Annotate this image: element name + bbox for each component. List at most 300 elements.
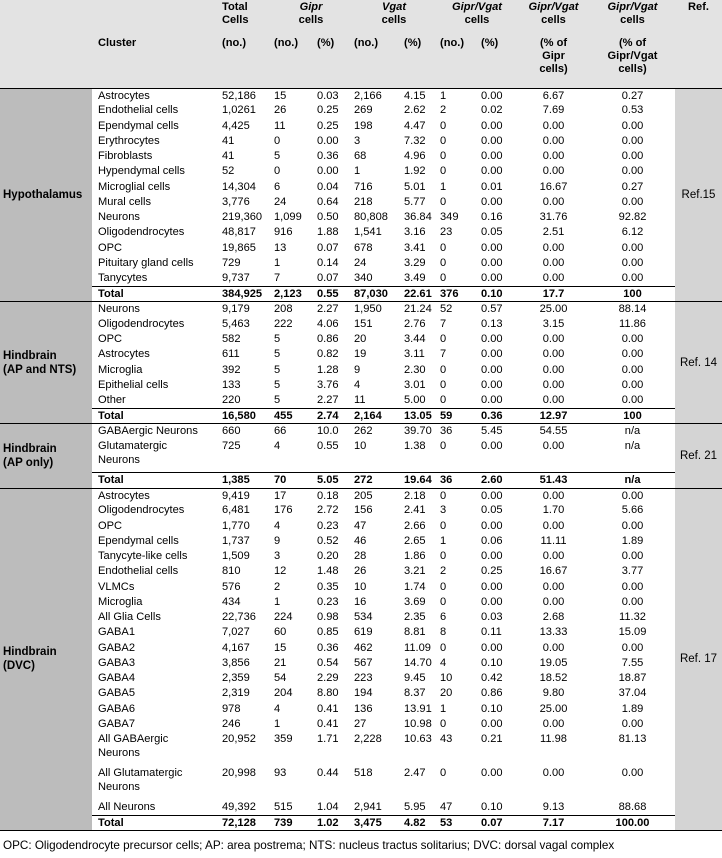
cluster-name: Tanycyte-like cells [98, 550, 188, 562]
table-cell: 0.00 [621, 272, 644, 284]
table-cell: 5.05 [314, 473, 351, 488]
table-cell: 151 [354, 317, 373, 330]
table-row [0, 686, 722, 701]
table-cell: 0.23 [317, 595, 339, 608]
table-cell: 2.62 [404, 104, 426, 117]
cluster-name: GABAergic Neurons [98, 425, 198, 437]
table-cell: 0.07 [478, 815, 517, 830]
cluster-name: Endothelial cells [98, 565, 179, 578]
table-cell: 0.42 [481, 672, 503, 684]
table-cell: 12.97 [517, 408, 590, 423]
table-row [0, 641, 722, 656]
table-cell: 0.00 [621, 641, 644, 654]
cluster-name: GABA2 [98, 641, 135, 654]
table-cell: 3.69 [404, 595, 426, 608]
table-cell: 11.98 [540, 733, 567, 745]
table-cell: 19.05 [539, 656, 568, 669]
table-row [0, 119, 722, 134]
table-row [0, 88, 722, 103]
table-cell: 0.00 [481, 641, 503, 654]
table-cell: 0.00 [621, 519, 644, 532]
table-cell: 0 [440, 489, 447, 502]
table-cell: 0.00 [621, 717, 644, 730]
table-row [0, 766, 722, 800]
cluster-name: Astrocytes [98, 89, 150, 102]
table-cell: 220 [222, 394, 241, 406]
table-cell: 2,319 [222, 687, 250, 700]
table-cell: 0.00 [542, 150, 565, 162]
table-cell: 7.69 [542, 104, 565, 117]
table-cell: 22,736 [222, 611, 256, 623]
table-cell: 2.72 [317, 504, 339, 517]
table-cell: 70 [271, 473, 314, 488]
header-pct-of-gv: (% of Gipr/Vgat cells) [590, 36, 675, 88]
table-row [0, 717, 722, 732]
table-cell: 194 [354, 687, 373, 700]
table-cell: 31.76 [539, 211, 568, 223]
table-cell: 0.00 [481, 519, 503, 532]
table-row [0, 580, 722, 595]
table-cell: 88.14 [618, 303, 647, 315]
total-label: Total [92, 286, 219, 301]
table-row [0, 625, 722, 640]
header-gipr-cells: Gipr cells [271, 0, 351, 36]
table-cell: 9 [354, 363, 361, 376]
table-cell: 0 [440, 550, 447, 562]
table-row [0, 225, 722, 240]
table-cell: 0.03 [317, 89, 339, 102]
table-cell: 0.00 [317, 165, 339, 178]
table-cell: 223 [354, 672, 373, 684]
table-cell: 14.70 [404, 656, 432, 669]
table-cell: 11.11 [540, 534, 567, 547]
table-cell: 3.49 [404, 272, 426, 284]
table-cell: 47 [440, 801, 453, 813]
table-cell: 2.74 [314, 408, 351, 423]
cluster-name: Astrocytes [98, 348, 150, 361]
table-cell: 53 [437, 815, 478, 830]
cluster-name: Microglia [98, 363, 143, 376]
table-cell: 87,030 [351, 286, 401, 301]
table-cell: 5.77 [404, 195, 426, 208]
table-cell: 224 [274, 611, 293, 623]
table-cell: 9,179 [222, 303, 250, 315]
table-cell: 1 [440, 89, 447, 102]
table-cell: 1.02 [314, 815, 351, 830]
table-cell: 0.00 [481, 767, 503, 779]
table-cell: 5 [274, 150, 281, 162]
table-cell: 0 [440, 519, 447, 532]
table-cell: 7 [274, 272, 281, 284]
table-cell: 272 [351, 473, 401, 488]
table-cell: 80,808 [354, 211, 388, 223]
table-cell: 0.00 [542, 378, 565, 391]
table-row [0, 656, 722, 671]
cluster-name: OPC [98, 333, 123, 345]
table-row [0, 519, 722, 534]
table-row [0, 424, 722, 439]
table-cell: 11 [354, 394, 366, 406]
table-cell: 1.89 [621, 534, 644, 547]
table-row [0, 378, 722, 393]
table-cell: 0.00 [481, 394, 503, 406]
table-cell: 2.18 [404, 489, 426, 502]
table-cell: 434 [222, 595, 241, 608]
table-cell: 0.00 [542, 394, 565, 406]
table-cell: 46 [354, 534, 367, 547]
table-cell: n/a [590, 473, 675, 488]
table-cell: 15 [274, 89, 287, 102]
table-cell: 3.16 [404, 226, 426, 239]
cluster-name: All Neurons [98, 801, 156, 813]
table-cell: 2.30 [404, 363, 426, 376]
table-cell: 0.10 [481, 702, 503, 715]
table-cell: 24 [354, 256, 367, 269]
header-ref-empty [675, 36, 722, 88]
cluster-name: All GABAergic Neurons [98, 733, 169, 759]
table-cell: 1.04 [317, 801, 339, 813]
table-cell: 0.00 [621, 256, 644, 269]
table-cell: 5 [274, 378, 281, 391]
table-cell: 6 [274, 180, 281, 193]
table-cell: 455 [271, 408, 314, 423]
footnote: OPC: Oligodendrocyte precursor cells; AP: area postrema; NTS: nucleus tractus solitarius; DVC: dorsal vagal complex [3, 839, 615, 852]
table-cell: 21.24 [404, 303, 432, 315]
table-row [0, 180, 722, 195]
table-cell: 43 [440, 733, 453, 745]
table-cell: 100.00 [590, 815, 675, 830]
table-cell: 4 [274, 439, 281, 452]
table-cell: 0.55 [314, 286, 351, 301]
table-cell: 1.28 [317, 363, 339, 376]
table-cell: 9.45 [404, 672, 426, 684]
table-cell: 3 [440, 504, 447, 517]
header-pct-of-gipr: (% of Gipr cells) [517, 36, 590, 88]
table-cell: 2 [440, 104, 447, 117]
table-cell: 100 [590, 286, 675, 301]
table-cell: 4 [354, 378, 361, 391]
table-cell: 28 [354, 550, 367, 562]
table-cell: 5 [274, 394, 281, 406]
table-cell: 462 [354, 641, 373, 654]
table-row [0, 534, 722, 549]
table-cell: 37.04 [618, 687, 647, 700]
table-cell: 3.29 [404, 256, 426, 269]
table-cell: 515 [274, 801, 293, 813]
cluster-name: All Glia Cells [98, 611, 161, 623]
table-cell: 678 [354, 241, 373, 254]
table-cell: 1,541 [354, 226, 382, 239]
table-cell: 204 [274, 687, 293, 700]
cluster-name: GABA6 [98, 702, 135, 715]
table-cell: 47 [354, 519, 367, 532]
table-cell: 1.48 [317, 565, 339, 578]
table-cell: 0.18 [317, 489, 339, 502]
table-cell: 21 [274, 656, 287, 669]
table-cell: 0.44 [317, 767, 339, 779]
table-cell: 1.38 [404, 439, 426, 452]
table-cell: 7,027 [222, 626, 250, 639]
table-cell: 0.00 [621, 595, 644, 608]
table-cell: 54.55 [539, 425, 568, 437]
table-cell: 0.13 [481, 317, 503, 330]
table-cell: 2,359 [222, 672, 250, 684]
cluster-name: OPC [98, 519, 123, 532]
table-cell: 0 [274, 165, 281, 178]
table-cell: 133 [222, 378, 241, 391]
table-cell: 2.35 [404, 611, 426, 623]
table-row [0, 393, 722, 408]
table-cell: 0.04 [317, 180, 339, 193]
cluster-name: Epithelial cells [98, 378, 169, 391]
table-cell: 26 [354, 565, 367, 578]
table-cell: 41 [222, 150, 235, 162]
table-cell: 0.98 [317, 611, 339, 623]
table-cell: 0.00 [481, 165, 503, 178]
table-cell: 4.06 [317, 317, 339, 330]
table-row [0, 610, 722, 625]
table-cell: 6,481 [222, 504, 250, 517]
table-cell: 5.45 [481, 425, 503, 437]
table-cell: 0 [440, 272, 447, 284]
table-cell: 1.92 [404, 165, 426, 178]
cluster-name: Mural cells [98, 195, 152, 208]
table-cell: 810 [222, 565, 241, 578]
header-empty [0, 0, 92, 36]
table-cell: 262 [354, 425, 373, 437]
reference-cell: Ref. 14 [675, 302, 722, 424]
table-cell: 24 [274, 195, 287, 208]
table-cell: 0.00 [621, 580, 644, 593]
table-cell: 3,776 [222, 195, 250, 208]
table-cell: 0.00 [621, 348, 644, 361]
table-cell: 7.55 [621, 656, 644, 669]
table-cell: 0.00 [481, 272, 503, 284]
table-row [0, 347, 722, 362]
table-body [0, 88, 722, 831]
table-cell: 8.81 [404, 626, 426, 639]
table-cell: 0.00 [542, 333, 565, 345]
total-label: Total [92, 815, 219, 830]
table-cell: 0.41 [317, 717, 339, 730]
table-row [0, 210, 722, 225]
table-row [0, 363, 722, 378]
table-cell: 619 [354, 626, 373, 639]
table-row [0, 332, 722, 347]
table-cell: 1 [274, 595, 281, 608]
table-cell: 3.76 [317, 378, 339, 391]
table-cell: 0.00 [481, 119, 503, 132]
table-cell: 567 [354, 656, 373, 669]
table-cell: 22.61 [401, 286, 437, 301]
table-cell: 0 [440, 119, 447, 132]
header-pct-gipr-vgat-cells: Gipr/Vgat cells [590, 0, 675, 36]
table-cell: 0.00 [621, 550, 644, 562]
table-cell: 48,817 [222, 226, 256, 239]
cluster-name: Oligodendrocytes [98, 504, 185, 517]
table-cell: 3,475 [351, 815, 401, 830]
table-cell: 0.00 [542, 256, 565, 269]
table-cell: 0 [440, 595, 447, 608]
table-cell: 2,164 [351, 408, 401, 423]
reference-cell: Ref.15 [675, 88, 722, 302]
table-cell: 0.00 [542, 717, 565, 730]
cluster-name: Ependymal cells [98, 119, 179, 132]
table-cell: 0.86 [481, 687, 503, 700]
table-cell: 39.70 [404, 425, 432, 437]
table-cell: 534 [354, 611, 373, 623]
table-cell: 49,392 [222, 801, 256, 813]
table-cell: 0.85 [317, 626, 339, 639]
table-cell: 2.66 [404, 519, 426, 532]
table-cell: 10.98 [404, 717, 432, 730]
table-cell: 0 [440, 439, 447, 452]
table-cell: 0 [440, 767, 447, 779]
table-cell: 5.01 [404, 180, 426, 193]
table-cell: 19.64 [401, 473, 437, 488]
table-cell: 0 [440, 150, 447, 162]
table-cell: 2.41 [404, 504, 426, 517]
table-cell: 5.66 [621, 504, 644, 517]
table-cell: 4.96 [404, 150, 426, 162]
table-row [0, 671, 722, 686]
table-cell: 246 [222, 717, 241, 730]
table-cell: 3 [354, 134, 361, 147]
table-cell: n/a [624, 439, 641, 452]
table-cell: 0.00 [621, 489, 644, 502]
table-cell: 4.82 [401, 815, 437, 830]
table-cell: 18.52 [539, 672, 568, 684]
table-cell: 0.05 [481, 226, 503, 239]
cluster-name: Microglia [98, 595, 143, 608]
table-total-row [0, 815, 722, 830]
table-cell: 0.16 [481, 211, 503, 223]
table-cell: 0.05 [481, 504, 503, 517]
table-cell: 0.36 [317, 641, 339, 654]
table-cell: 0.01 [481, 180, 503, 193]
table-cell: 7.32 [404, 134, 426, 147]
table-cell: 1,770 [222, 519, 250, 532]
cluster-name: GABA5 [98, 687, 135, 700]
table-cell: 0 [440, 256, 447, 269]
table-cell: 269 [354, 104, 373, 117]
table-cell: 0.00 [542, 519, 565, 532]
table-cell: 576 [222, 580, 241, 593]
table-cell: 392 [222, 363, 241, 376]
header-no-total: (no.) [219, 36, 271, 88]
table-cell: 4,425 [222, 119, 250, 132]
table-cell: 0.36 [317, 150, 339, 162]
table-cell: 0.00 [481, 489, 503, 502]
table-cell: 60 [274, 626, 287, 639]
table-cell: 36.84 [404, 211, 432, 223]
table-cell: 19,865 [222, 241, 256, 254]
table-cell: 0.00 [621, 241, 644, 254]
table-cell: 716 [354, 180, 373, 193]
table-cell: 13.33 [539, 626, 568, 639]
cluster-name: Microglial cells [98, 180, 171, 193]
header-no-gv: (no.) [437, 36, 478, 88]
table-cell: 0.00 [481, 550, 503, 562]
cluster-name: Erythrocytes [98, 134, 160, 147]
table-cell: 0.00 [542, 165, 565, 178]
table-cell: 52,186 [222, 89, 256, 102]
table-cell: 10 [354, 439, 367, 452]
table-cell: 0 [440, 195, 447, 208]
table-cell: 0.00 [542, 195, 565, 208]
table-cell: 0.86 [317, 333, 339, 345]
table-cell: 2.60 [478, 473, 517, 488]
table-cell: 2 [274, 580, 281, 593]
cluster-name: Ependymal cells [98, 534, 179, 547]
table-cell: 8.37 [404, 687, 426, 700]
table-cell: 2.65 [404, 534, 426, 547]
table-cell: 1.74 [404, 580, 426, 593]
cluster-name: Oligodendrocytes [98, 226, 185, 239]
table-cell: 26 [274, 104, 287, 117]
cluster-name: GABA7 [98, 717, 135, 730]
table-cell: 0.07 [317, 241, 339, 254]
table-cell: 18.87 [618, 672, 647, 684]
table-cell: 2.47 [404, 767, 426, 779]
cluster-name: Oligodendrocytes [98, 317, 185, 330]
table-row [0, 103, 722, 118]
table-cell: 0.52 [317, 534, 339, 547]
table-cell: 0.02 [481, 104, 503, 117]
group-label: Hindbrain (DVC) [0, 488, 92, 831]
table-cell: 1 [274, 717, 281, 730]
table-cell: 11.09 [404, 641, 431, 654]
cluster-name: Glutamatergic Neurons [98, 439, 168, 466]
table-row [0, 256, 722, 271]
group-label: Hypothalamus [0, 88, 92, 302]
header-no-gipr: (no.) [271, 36, 314, 88]
table-cell: 222 [274, 317, 293, 330]
table-cell: 0.00 [481, 89, 503, 102]
header-empty-cluster [92, 0, 219, 36]
table-cell: 11.86 [619, 317, 646, 330]
table-cell: 4 [274, 702, 281, 715]
table-cell: 0.00 [542, 580, 565, 593]
table-cell: 0.03 [481, 611, 503, 623]
table-cell: 3.77 [621, 565, 644, 578]
table-cell: 0.00 [621, 333, 644, 345]
table-cell: 3.01 [404, 378, 426, 391]
table-cell: 16.67 [539, 565, 568, 578]
table-cell: 611 [222, 348, 240, 361]
table-cell: 2.51 [542, 226, 565, 239]
table-cell: 2.76 [404, 317, 426, 330]
table-cell: 176 [274, 504, 293, 517]
cluster-name: Endothelial cells [98, 104, 179, 117]
table-cell: 15.09 [618, 626, 647, 639]
table-cell: 3.41 [404, 241, 426, 254]
table-cell: 660 [222, 425, 241, 437]
table-cell: 0.00 [481, 256, 503, 269]
table-cell: 3,856 [222, 656, 250, 669]
table-cell: 36 [437, 473, 478, 488]
table-cell: 7 [440, 317, 447, 330]
table-row [0, 732, 722, 766]
table-cell: 54 [274, 672, 287, 684]
table-cell: 20,998 [222, 767, 256, 779]
table-cell: 0 [274, 134, 281, 147]
cluster-name: Neurons [98, 303, 140, 315]
table-cell: 156 [354, 504, 373, 517]
table-cell: 0.00 [542, 489, 565, 502]
table-cell: 16,580 [219, 408, 271, 423]
header-pct-gv: (%) [478, 36, 517, 88]
